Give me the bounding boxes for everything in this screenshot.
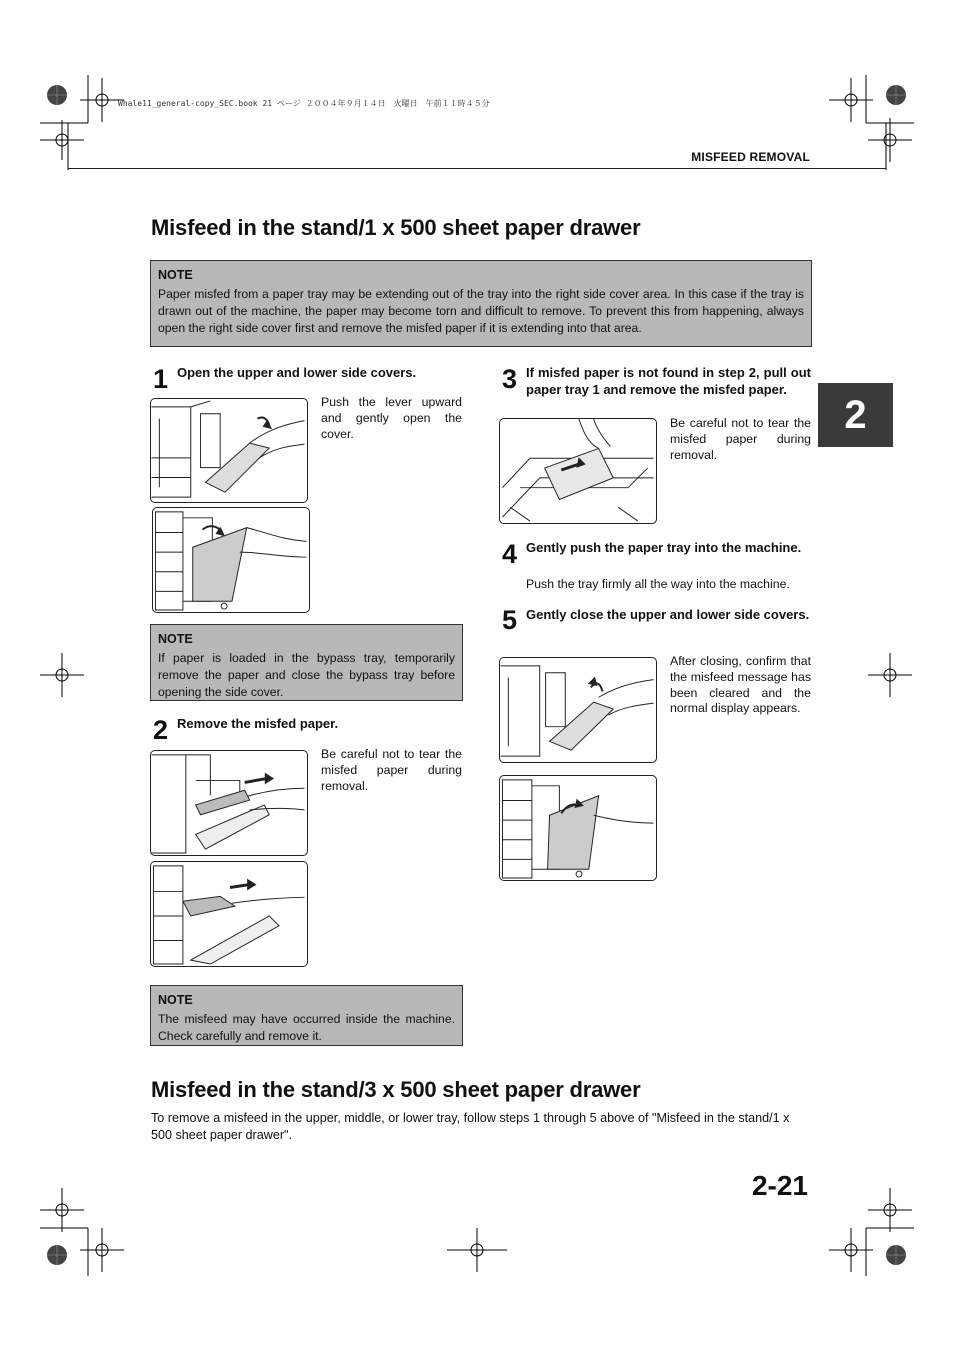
step-title: Gently push the paper tray into the machine. — [526, 540, 802, 555]
illustration-open-upper-cover — [150, 398, 308, 503]
illustration-remove-paper-lower — [150, 861, 308, 967]
step-number: 2 — [153, 715, 169, 745]
step-title: If misfed paper is not found in step 2, pull out paper tray 1 and remove the misfed paper. — [526, 365, 811, 397]
step-number: 3 — [502, 364, 518, 394]
step-description: Push the tray firmly all the way into the machine. — [526, 577, 790, 591]
note-top — [150, 260, 812, 347]
step-description: Push the lever upward and gently open the cover. — [321, 395, 462, 441]
file-header: Whale11_general-copy_SEC.book 21 ページ ２００４年９月１４日 火曜日 午前１１時４５分 — [118, 99, 490, 108]
note-inside — [150, 985, 463, 1046]
illustration-close-upper-cover — [499, 657, 657, 763]
step-title: Open the upper and lower side covers. — [177, 365, 417, 380]
note-text: The misfeed may have occurred inside the machine. Check carefully and remove it. — [158, 1012, 455, 1043]
note-title: NOTE — [158, 993, 193, 1007]
note-text: Paper misfed from a paper tray may be extending out of the tray into the right side cover area. In this case if the tray is drawn out of the machine, the paper may become torn and difficult to remove. To prevent this from happening, always open the right side cover first and remove the misfed paper if it is extending into that area. — [158, 287, 804, 335]
note-bypass — [150, 624, 463, 701]
illustration-open-lower-cover — [152, 507, 310, 613]
step-description: After closing, confirm that the misfeed message has been cleared and the normal display appears. — [670, 654, 811, 716]
header-rule — [68, 168, 886, 169]
note-title: NOTE — [158, 268, 193, 282]
section-label: MISFEED REMOVAL — [691, 150, 810, 164]
step-description: Be careful not to tear the misfed paper during removal. — [321, 747, 462, 793]
step-number: 1 — [153, 364, 169, 394]
illustration-pull-out-tray — [499, 418, 657, 524]
note-title: NOTE — [158, 632, 193, 646]
chapter-tab: 2 — [818, 383, 893, 447]
step-title: Remove the misfed paper. — [177, 716, 339, 731]
illustration-close-lower-cover — [499, 775, 657, 881]
section-body: To remove a misfeed in the upper, middle, or lower tray, follow steps 1 through 5 above of "Misfeed in the stand/1 x 500 sheet paper drawer". — [151, 1111, 790, 1142]
step-number: 5 — [502, 605, 518, 635]
step-number: 4 — [502, 539, 518, 569]
page-number: 2-21 — [751, 1170, 808, 1201]
page-title: Misfeed in the stand/1 x 500 sheet paper drawer — [151, 215, 641, 240]
illustration-remove-paper-upper — [150, 750, 308, 856]
step-title: Gently close the upper and lower side covers. — [526, 607, 810, 622]
note-text: If paper is loaded in the bypass tray, temporarily remove the paper and close the bypass tray before opening the side cover. — [158, 651, 455, 699]
step-description: Be careful not to tear the misfed paper during removal. — [670, 416, 811, 462]
section-heading: Misfeed in the stand/3 x 500 sheet paper drawer — [151, 1077, 641, 1102]
